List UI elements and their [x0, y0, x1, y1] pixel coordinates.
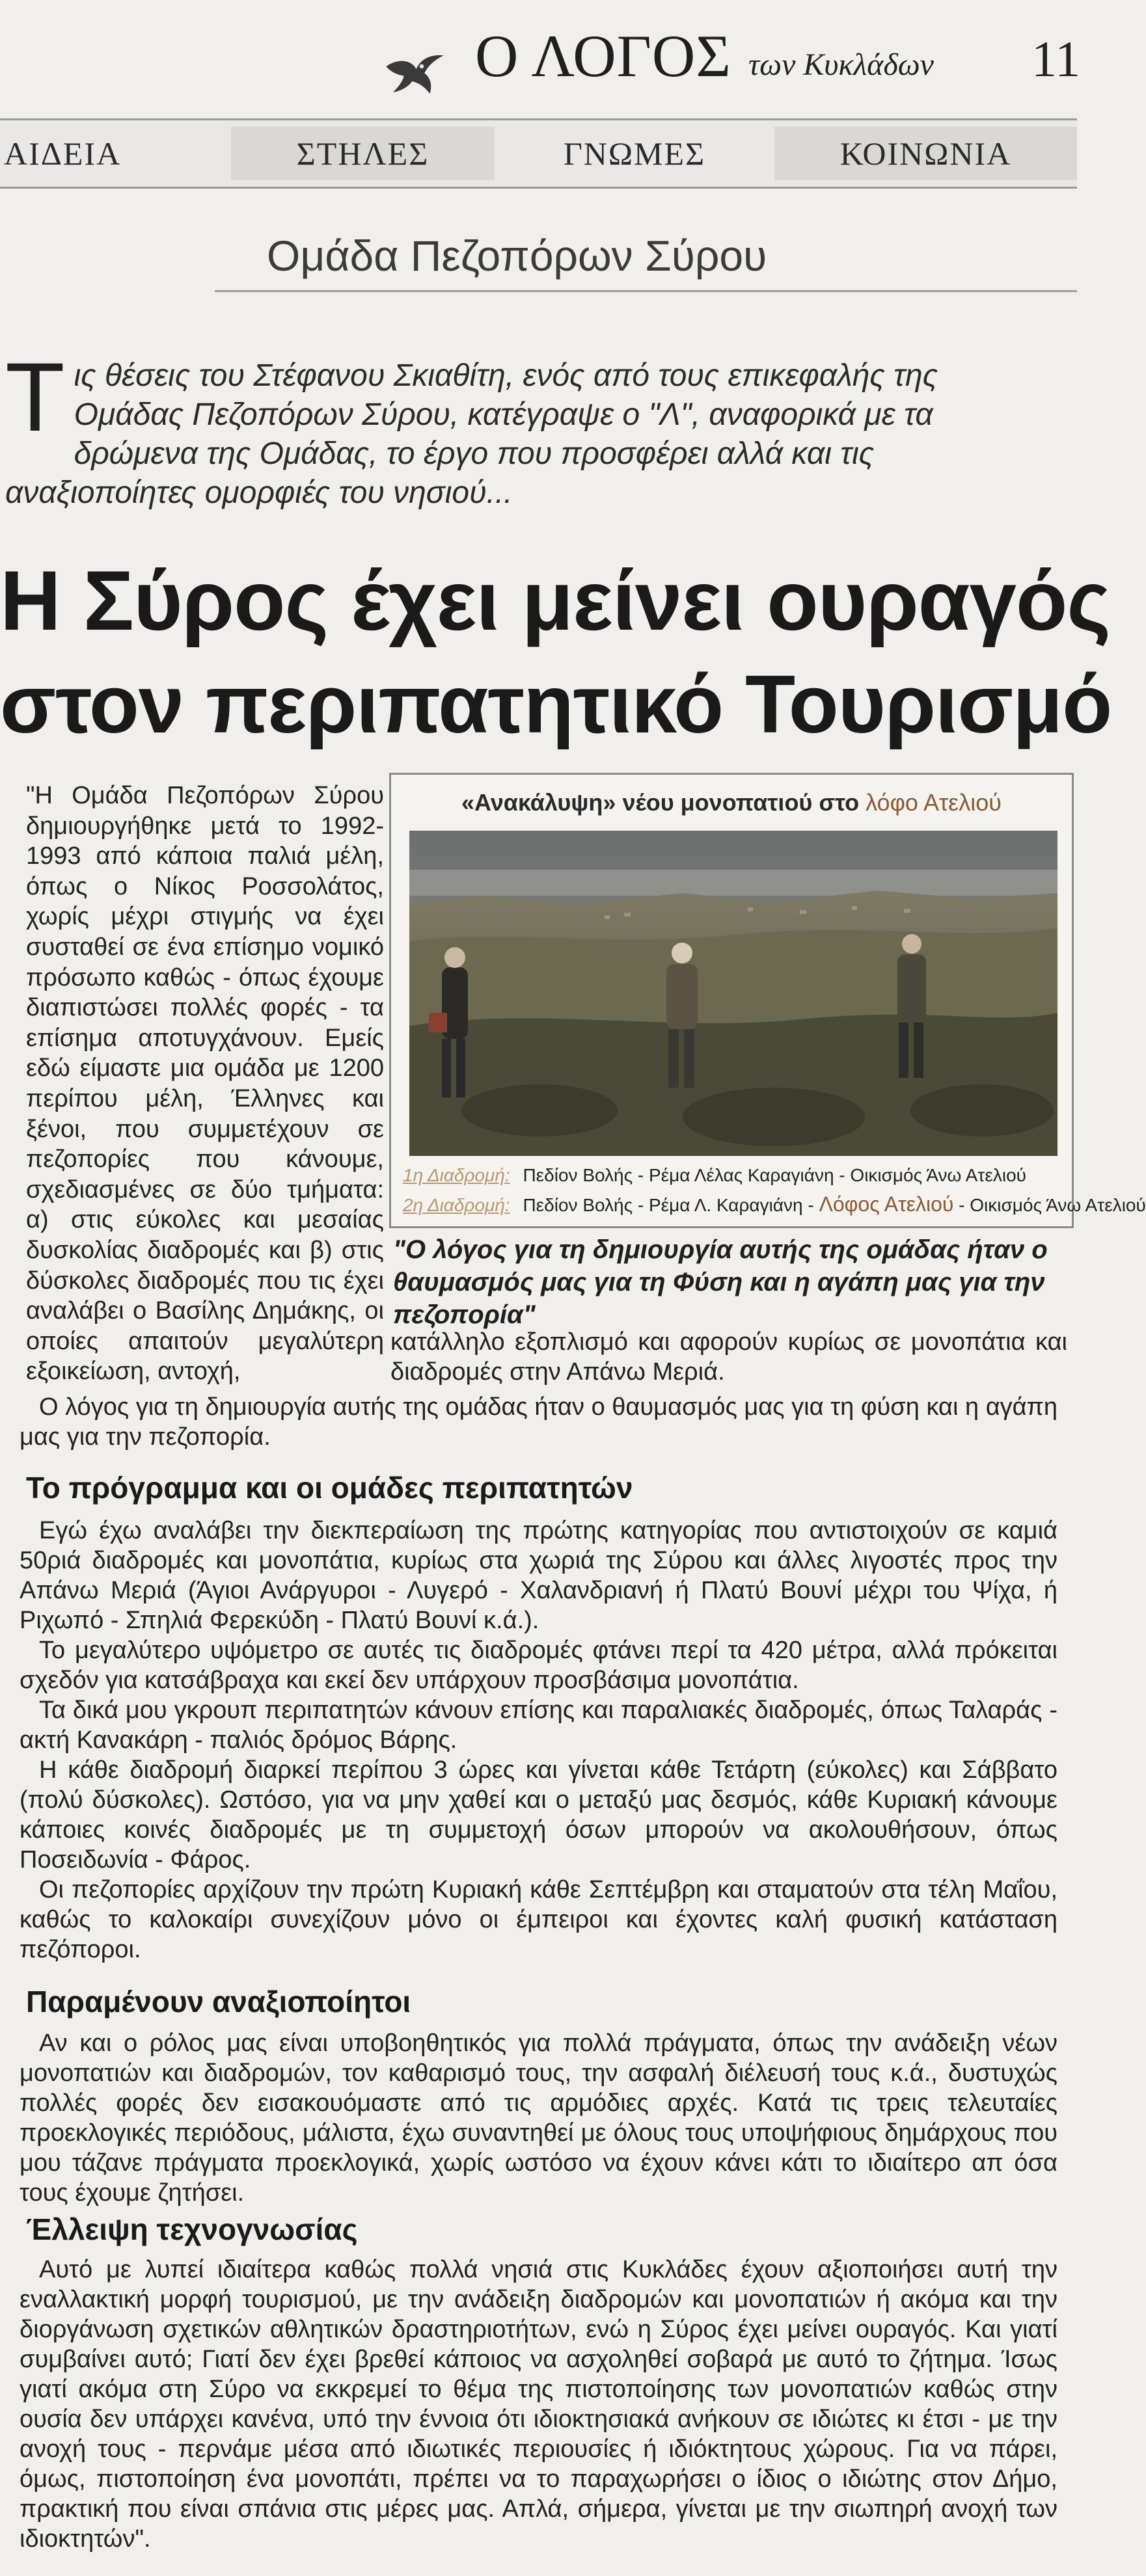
route-2-label: 2η Διαδρομή: [403, 1195, 510, 1215]
photo-caption-place: λόφο Ατελιού [866, 789, 1002, 816]
section-divider [215, 290, 1077, 292]
headline-line-2: στον περιπατητικό Τουρισμό [0, 658, 1112, 750]
photo-caption [391, 789, 1072, 816]
route-1-text: Πεδίον Βολής - Ρέμα Λέλας Καραγιάνη - Οικισμός Άνω Ατελιού [523, 1165, 1026, 1185]
section-1-paragraph: Εγώ έχω αναλάβει την διεκπεραίωση της πρώτης κατηγορίας που αντιστοιχούν σε καμιά 50ριά διαδρομές και μονοπάτια, κυρίως στα χωριά της Σύρου και άλλες λιγοστές προς την Απάνω Μεριά (Άγιοι Ανάργυροι - Λυγερό - Χαλανδριανή ή Πλατύ Βουνί μέχρι του Ψίχα, ή Ριχωπό - Σπηλιά Φερεκύδη - Πλατύ Βουνί κ.ά.). [20, 1517, 1057, 1634]
photo-caption-bold: «Ανακάλυψη» νέου μονοπατιού στο [461, 789, 860, 816]
route-1 [403, 1165, 1026, 1186]
section-1-paragraph: Η κάθε διαδρομή διαρκεί περίπου 3 ώρες και γίνεται κάθε Τετάρτη (εύκολες) και Σάββατο (πολύ δύσκολες). Ωστόσο, για να μην χαθεί και ο μεταξύ μας δεσμός, κάθε Κυριακή κάνουμε κάποιες κοινές διαδρομές με τη συμμετοχή όσων μπορούν να ακολουθήσουν, όπως Ποσειδωνία - Φάρος. [20, 1756, 1057, 1873]
section-1-paragraph: Οι πεζοπορίες αρχίζουν την πρώτη Κυριακή κάθε Σεπτέμβρη και σταματούν στα τέλη Μαΐου, καθώς το καλοκαίρι συνεχίζουν μόνο οι έμπειροι και έχοντες καλή φυσική κατάσταση πεζόποροι. [20, 1876, 1057, 1963]
route-2 [403, 1192, 1146, 1216]
route-2-place: Λόφος Ατελιού [819, 1192, 954, 1216]
headline-line-1: Η Σύρος έχει μείνει ουραγός [0, 553, 1110, 648]
section-1-paragraph: Το μεγαλύτερο υψόμετρο σε αυτές τις διαδρομές φτάνει περί τα 420 μέτρα, αλλά πρόκειται σχεδόν για κατσάβραχα και εκεί δεν υπάρχουν προσβάσιμα μονοπάτια. [20, 1637, 1057, 1694]
masthead-subtitle: των Κυκλάδων [748, 47, 934, 82]
nav-item-gnomes[interactable]: ΓΝΩΜΕΣ [563, 135, 706, 172]
nav-item-stiles[interactable]: ΣΤΗΛΕΣ [231, 127, 495, 180]
left-column-paragraph: "Η Ομάδα Πεζοπόρων Σύρου δημιουργήθηκε μετά το 1992-1993 από κάποια παλιά μέλη, όπως ο Νίκος Ροσσολάτος, χωρίς μέχρι στιγμής να έχει συσταθεί σε ένα επίσημο νομικό πρόσωπο καθώς - όπως έχουμε διαπιστώσει πολλές φορές - τα επίσημα αποτυγχάνουν. Εμείς εδώ είμαστε μια ομάδα με 1200 περίπου μέλη, Έλληνες και ξένοι, που συμμετέχουν σε πεζοπορίες που κάνουμε, σχεδιασμένες σε δύο τμήματα: α) στις εύκολες και μεσαίας δυσκολίας διαδρομές και β) στις δύσκολες διαδρομές που τις έχει αναλάβει ο Βασίλης Δημάκης, οι οποίες απαιτούν μεγαλύτερη εξοικείωση, αντοχή, [26, 782, 384, 1386]
article-intro [5, 342, 1037, 513]
section-2-paragraph: Αν και ο ρόλος μας είναι υποβοηθητικός για πολλά πράγματα, όπως την ανάδειξη νέων μονοπατιών και διαδρομών, τον καθαρισμό τους, την ασφαλή διέλευσή τους κ.ά., δυστυχώς πολλές φορές δεν εισακουόμαστε από τις αρμόδιες αρχές. Κατά τις τρεις τελευταίες προεκλογικές περιόδους, μάλιστα, έχω συναντηθεί με όλους τους υποψήφιους δημάρχους που μου τάζανε πράγματα προεκλογικά, χωρίς ωστόσο να έχουν κάνει κάτι το ιδιαίτερο απ όσα τους έχουμε ζητήσει. [20, 2030, 1057, 2207]
route-1-label: 1η Διαδρομή: [403, 1165, 510, 1185]
section-2-body [20, 2028, 1057, 2208]
subhead-know-how: Έλλειψη τεχνογνωσίας [26, 2212, 358, 2246]
pull-quote: "Ο λόγος για τη δημιουργία αυτής της ομάδας ήταν ο θαυμασμός μας για τη Φύση και η αγάπη μας για την πεζοπορία" [393, 1235, 1048, 1329]
section-label: Ομάδα Πεζοπόρων Σύρου [267, 232, 767, 280]
subhead-unused: Παραμένουν αναξιοποίητοι [26, 1985, 411, 2019]
route-2-text: Πεδίον Βολής - Ρέμα Λ. Καραγιάνη - [523, 1195, 814, 1215]
route-2-end: - Οικισμός Άνω Ατελιού [959, 1195, 1146, 1215]
nav-item-koinonia[interactable]: ΚΟΙΝΩΝΙΑ [774, 127, 1077, 180]
continuation-line [390, 1327, 1067, 1387]
paragraph-2-text: Ο λόγος για τη δημιουργία αυτής της ομάδας ήταν ο θαυμασμός μας για τη φύση και η αγάπη μας για την πεζοπορία. [20, 1393, 1057, 1451]
continuation-text: κατάλληλο εξοπλισμό και αφορούν κυρίως σε μονοπάτια και διαδρομές στην Απάνω Μεριά. [390, 1328, 1067, 1386]
masthead-title: Ο ΛΟΓΟΣ [475, 23, 731, 89]
section-1-body [20, 1516, 1057, 1965]
dove-logo-icon [381, 39, 449, 107]
section-1-paragraph: Τα δικά μου γκρουπ περιπατητών κάνουν επίσης και παραλιακές διαδρομές, όπως Ταλαράς - ακτή Κανακάρη - παλιός δρόμος Βάρης. [20, 1697, 1057, 1754]
page-number: 11 [1031, 31, 1081, 87]
section-3-body [20, 2255, 1057, 2554]
paragraph-2 [20, 1392, 1057, 1452]
nav-item-paideia[interactable]: ΑΙΔΕΙΑ [4, 135, 122, 172]
subhead-program: Το πρόγραμμα και οι ομάδες περιπατητών [26, 1471, 633, 1505]
section-3-paragraph: Αυτό με λυπεί ιδιαίτερα καθώς πολλά νησιά στις Κυκλάδες έχουν αξιοποιήσει αυτή την εναλλακτική μορφή τουρισμού, με την ανάδειξη διαδρομών και μονοπατιών ή ακόμα και την διοργάνωση σχετικών αθλητικών δραστηριοτήτων, ενώ η Σύρος έχει μείνει ουραγός. Και γιατί συμβαίνει αυτό; Γιατί δεν έχει βρεθεί κάποιος να ασχοληθεί σοβαρά με αυτό το ζήτημα. Ίσως γιατί ακόμα στη Σύρο να εκκρεμεί το θέμα της πιστοποίησης των μονοπατιών καθώς στην ουσία δεν υπάρχει κανένα, υπό την έννοια ότι ιδιοκτησιακά ανήκουν σε ιδιώτες κι έτσι - με την ανοχή τους - περνάμε μέσα από ιδιωτικές περιουσίες ή ιδιόκτητους χώρους. Για να πάρει, όμως, πιστοποίηση ένα μονοπάτι, πρέπει να το παραχωρήσει ο ίδιος ο ιδιώτης στον Δήμο, πρακτική που είναι σπάνια στις μέρες μας. Απλά, σήμερα, γίνεται με την σιωπηρή ανοχή των ιδιοκτητών". [20, 2256, 1057, 2553]
drop-cap: Τ [5, 342, 65, 451]
section-nav-bar [0, 118, 1077, 189]
hikers-photo [409, 831, 1057, 1156]
intro-text: ις θέσεις του Στέφανου Σκιαθίτη, ενός από τους επικεφαλής της Ομάδας Πεζοπόρων Σύρου, κατέγραψε ο "Λ", αναφορικά με τα δρώμενα της Ομάδας, το έργο που προσφέρει αλλά και τις αναξιοποίητες ομορφιές του νησιού... [5, 358, 938, 510]
photo-box [389, 773, 1146, 1228]
